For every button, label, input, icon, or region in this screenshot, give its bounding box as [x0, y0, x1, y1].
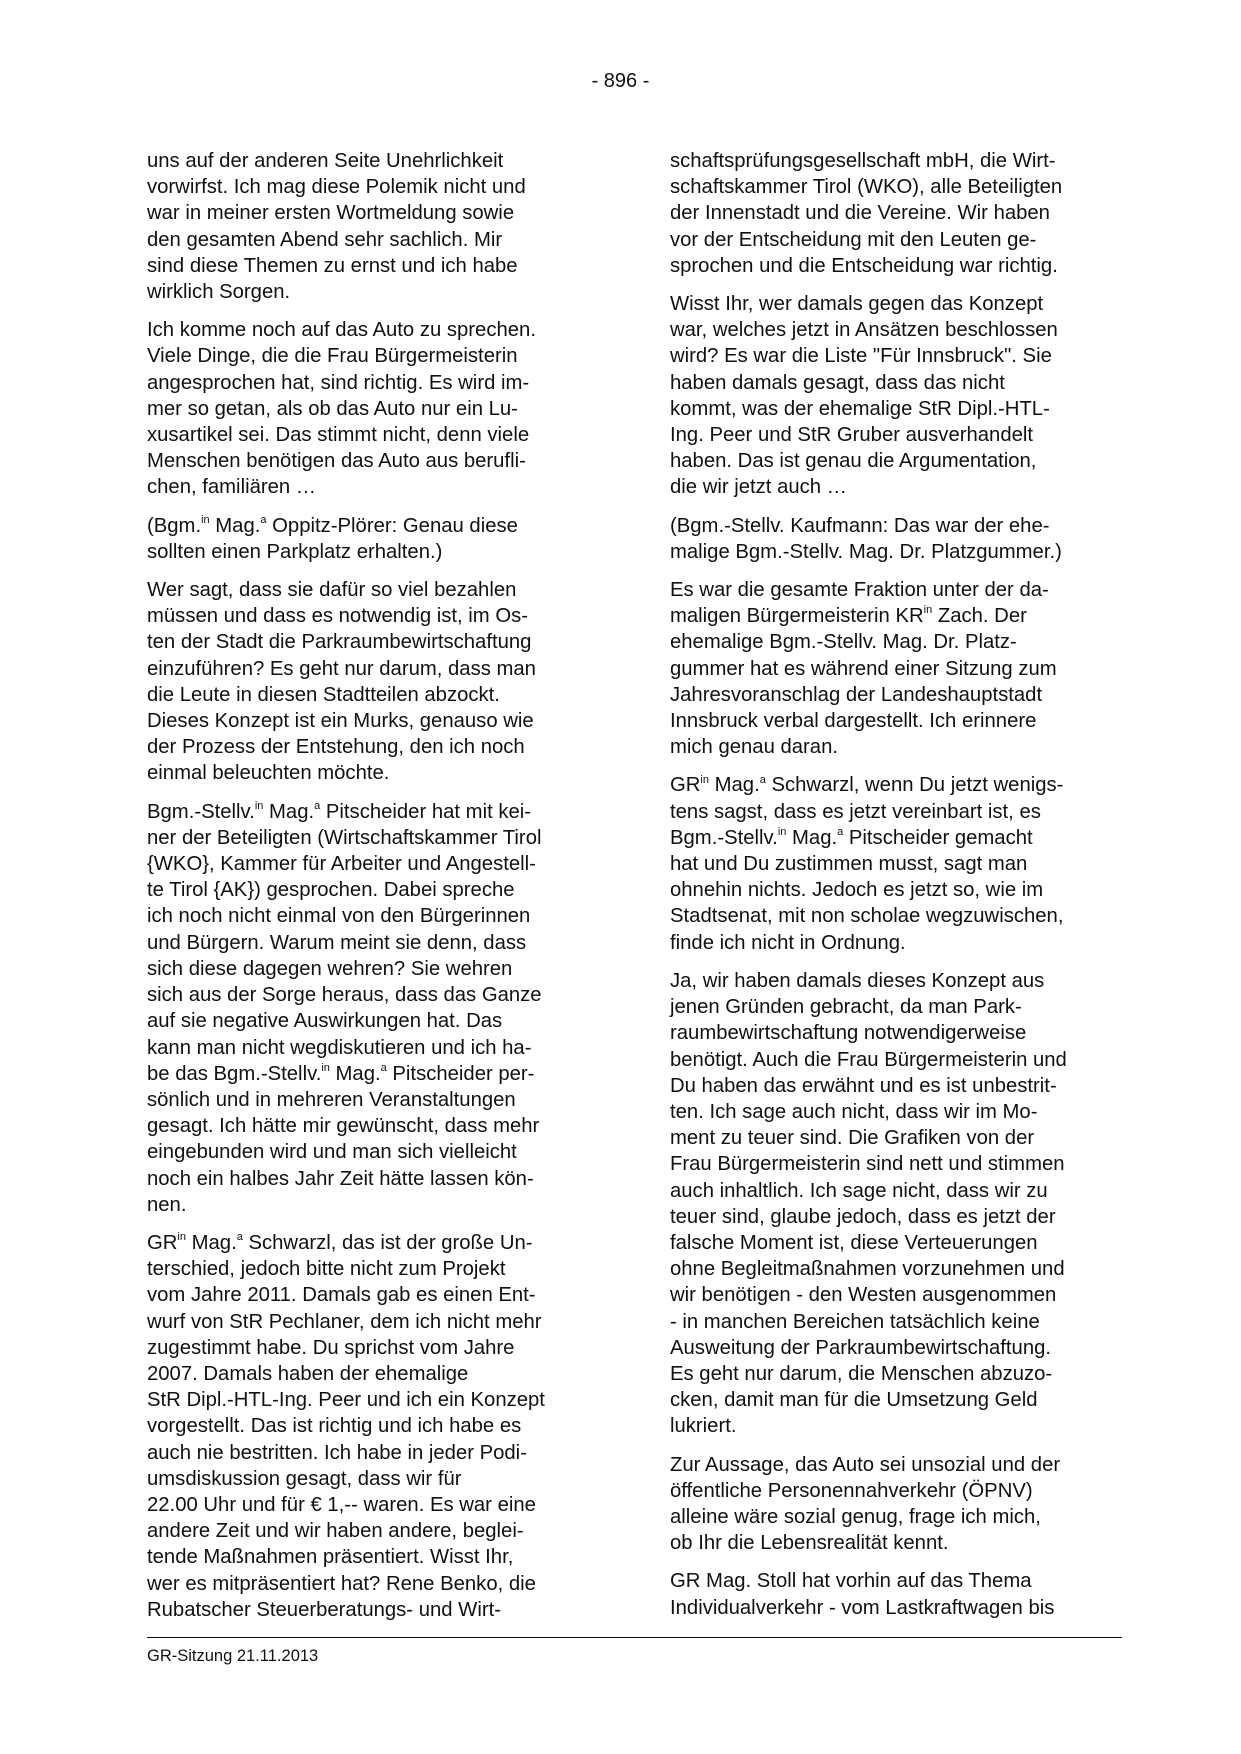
- text-segment: einzuführen? Es geht nur darum, dass man: [147, 657, 536, 680]
- text-line: [670, 968, 1122, 994]
- text-segment: be das Bgm.-Stellv.: [147, 1062, 322, 1085]
- text-line: [147, 1008, 599, 1034]
- text-line: [670, 1073, 1122, 1099]
- text-segment: Bgm.-Stellv.: [670, 826, 778, 849]
- text-line: [147, 629, 599, 655]
- text-line: [670, 1204, 1122, 1230]
- footer-rule: [147, 1637, 1122, 1638]
- text-segment: Schwarzl, das ist der große Un-: [242, 1231, 533, 1254]
- text-line: [147, 1597, 599, 1623]
- text-line: [147, 1413, 599, 1439]
- text-segment: GR: [670, 774, 701, 797]
- text-segment: haben. Das ist genau die Argumentation,: [670, 450, 1037, 473]
- text-segment: noch ein halbes Jahr Zeit hätte lassen kön-: [147, 1167, 534, 1190]
- text-line: [147, 422, 599, 448]
- paragraph: [670, 1568, 1122, 1620]
- superscript: a: [314, 799, 321, 812]
- text-line: [670, 448, 1122, 474]
- text-line: [147, 1466, 599, 1492]
- text-line: [147, 1192, 599, 1218]
- text-segment: Mag.: [263, 800, 315, 823]
- text-segment: sich aus der Sorge heraus, dass das Ganze: [147, 984, 542, 1007]
- text-segment: Individualverkehr - vom Lastkraftwagen bis: [670, 1596, 1055, 1619]
- text-line: [670, 930, 1122, 956]
- text-line: [147, 877, 599, 903]
- text-segment: Wer sagt, dass sie dafür so viel bezahlen: [147, 579, 517, 602]
- text-segment: mer so getan, als ob das Auto nur ein Lu-: [147, 397, 518, 420]
- text-line: [147, 200, 599, 226]
- text-segment: (Bgm.: [147, 514, 202, 537]
- text-line: [147, 253, 599, 279]
- text-line: [670, 656, 1122, 682]
- text-line: [147, 1361, 599, 1387]
- text-line: [147, 396, 599, 422]
- text-line: [147, 474, 599, 500]
- text-segment: jenen Gründen gebracht, da man Park-: [670, 996, 1022, 1019]
- text-line: [147, 513, 599, 539]
- text-segment: (Bgm.-Stellv. Kaufmann: Das war der ehe-: [670, 514, 1050, 537]
- text-segment: eingebunden wird und man sich vielleicht: [147, 1141, 517, 1164]
- paragraph: [147, 1230, 599, 1623]
- text-line: [147, 851, 599, 877]
- text-line: [670, 422, 1122, 448]
- text-segment: uns auf der anderen Seite Unehrlichkeit: [147, 150, 504, 172]
- text-segment: alleine wäre sozial genug, frage ich mich,: [670, 1505, 1041, 1528]
- text-segment: te Tirol {AK}) gesprochen. Dabei spreche: [147, 879, 515, 902]
- text-line: [147, 448, 599, 474]
- text-line: [147, 539, 599, 565]
- text-line: [670, 317, 1122, 343]
- text-segment: Pitscheider gemacht: [843, 826, 1033, 849]
- paragraph: [670, 513, 1122, 565]
- text-line: [147, 1571, 599, 1597]
- text-line: [670, 851, 1122, 877]
- paragraph: [147, 148, 599, 305]
- text-segment: falsche Moment ist, diese Verteuerungen: [670, 1231, 1038, 1254]
- text-segment: ehemalige Bgm.-Stellv. Mag. Dr. Platz-: [670, 631, 1017, 654]
- text-segment: haben damals gesagt, dass das nicht: [670, 371, 1005, 394]
- text-segment: die wir jetzt auch …: [670, 476, 847, 499]
- paragraph: [147, 577, 599, 787]
- text-line: [670, 1151, 1122, 1177]
- text-line: [670, 474, 1122, 500]
- text-segment: benötigt. Auch die Frau Bürgermeisterin und: [670, 1048, 1067, 1071]
- superscript: a: [837, 826, 844, 839]
- footer-text: GR-Sitzung 21.11.2013: [147, 1647, 319, 1665]
- text-line: [147, 903, 599, 929]
- text-line: [670, 708, 1122, 734]
- text-line: [670, 577, 1122, 603]
- text-line: [147, 1087, 599, 1113]
- text-line: [147, 1492, 599, 1518]
- text-segment: sprochen und die Entscheidung war richtig.: [670, 254, 1058, 277]
- text-segment: Dieses Konzept ist ein Murks, genauso wie: [147, 710, 534, 733]
- text-line: [670, 513, 1122, 539]
- text-line: [147, 1282, 599, 1308]
- text-segment: Es war die gesamte Fraktion unter der da-: [670, 579, 1049, 602]
- superscript: in: [700, 773, 709, 786]
- text-line: [147, 1518, 599, 1544]
- text-line: [670, 148, 1122, 174]
- text-segment: Ing. Peer und StR Gruber ausverhandelt: [670, 424, 1034, 447]
- text-line: [670, 1256, 1122, 1282]
- text-segment: auch nie bestritten. Ich habe in jeder Podi-: [147, 1441, 527, 1464]
- text-segment: Oppitz-Plörer: Genau diese: [266, 514, 518, 537]
- text-line: [670, 1282, 1122, 1308]
- text-segment: 22.00 Uhr und für € 1,-- waren. Es war eine: [147, 1493, 536, 1516]
- text-line: [670, 799, 1122, 825]
- text-segment: Frau Bürgermeisterin sind nett und stimmen: [670, 1153, 1065, 1176]
- paragraph: [670, 968, 1122, 1440]
- text-segment: gesagt. Ich hätte mir gewünscht, dass mehr: [147, 1115, 540, 1138]
- text-line: [670, 396, 1122, 422]
- text-segment: cken, damit man für die Umsetzung Geld: [670, 1389, 1038, 1412]
- text-segment: malige Bgm.-Stellv. Mag. Dr. Platzgummer.): [670, 540, 1062, 563]
- text-line: [147, 1139, 599, 1165]
- text-line: [147, 174, 599, 200]
- text-segment: vom Jahre 2011. Damals gab es einen Ent-: [147, 1284, 536, 1307]
- text-line: [147, 825, 599, 851]
- paragraph: [147, 799, 599, 1218]
- superscript: a: [236, 1231, 243, 1244]
- text-segment: Ausweitung der Parkraumbewirtschaftung.: [670, 1336, 1052, 1359]
- text-segment: Mag.: [185, 1231, 237, 1254]
- paragraph: [670, 577, 1122, 760]
- text-line: [670, 1530, 1122, 1556]
- text-segment: Wisst Ihr, wer damals gegen das Konzept: [670, 293, 1044, 316]
- text-segment: Pitscheider per-: [386, 1062, 535, 1085]
- text-segment: vor der Entscheidung mit den Leuten ge-: [670, 228, 1037, 251]
- text-line: [670, 1099, 1122, 1125]
- text-line: [147, 577, 599, 603]
- text-line: [147, 148, 599, 174]
- text-segment: Zach. Der: [932, 605, 1027, 628]
- text-segment: der Prozess der Entstehung, den ich noch: [147, 736, 525, 759]
- text-segment: war in meiner ersten Wortmeldung sowie: [147, 202, 515, 225]
- text-segment: maligen Bürgermeisterin KR: [670, 605, 924, 628]
- paragraph: [670, 291, 1122, 501]
- text-segment: Innsbruck verbal dargestellt. Ich erinnere: [670, 710, 1037, 733]
- left-column: [147, 148, 599, 1635]
- text-line: [670, 994, 1122, 1020]
- text-line: [147, 370, 599, 396]
- text-segment: auf sie negative Auswirkungen hat. Das: [147, 1010, 503, 1033]
- text-segment: ner der Beteiligten (Wirtschaftskammer Tirol: [147, 826, 542, 849]
- text-line: [670, 1309, 1122, 1335]
- text-line: [147, 708, 599, 734]
- text-segment: gummer hat es während einer Sitzung zum: [670, 657, 1057, 680]
- page-number: - 896 -: [591, 70, 650, 92]
- text-line: [147, 656, 599, 682]
- text-segment: schaftskammer Tirol (WKO), alle Beteiligten: [670, 176, 1063, 199]
- text-line: [147, 1230, 599, 1256]
- text-line: [147, 1440, 599, 1466]
- text-segment: zugestimmt habe. Du sprichst vom Jahre: [147, 1336, 515, 1359]
- text-line: [670, 1361, 1122, 1387]
- text-segment: Ja, wir haben damals dieses Konzept aus: [670, 969, 1045, 992]
- text-segment: umsdiskussion gesagt, dass wir für: [147, 1467, 462, 1490]
- text-segment: Zur Aussage, das Auto sei unsozial und der: [670, 1453, 1061, 1476]
- right-column: [670, 148, 1122, 1633]
- text-line: [670, 629, 1122, 655]
- text-segment: wurf von StR Pechlaner, dem ich nicht mehr: [147, 1310, 542, 1333]
- text-segment: sönlich und in mehreren Veranstaltungen: [147, 1088, 516, 1111]
- text-segment: nen.: [147, 1193, 187, 1216]
- text-line: [147, 760, 599, 786]
- text-segment: Pitscheider hat mit kei-: [320, 800, 532, 823]
- text-segment: finde ich nicht in Ordnung.: [670, 931, 906, 954]
- text-segment: Du haben das erwähnt und es ist unbestrit-: [670, 1074, 1057, 1097]
- text-line: [147, 734, 599, 760]
- text-segment: angesprochen hat, sind richtig. Es wird im-: [147, 371, 530, 394]
- text-line: [670, 343, 1122, 369]
- text-line: [147, 1035, 599, 1061]
- superscript: a: [260, 513, 267, 526]
- text-segment: GR Mag. Stoll hat vorhin auf das Thema: [670, 1570, 1032, 1593]
- text-segment: {WKO}, Kammer für Arbeiter und Angestell-: [147, 853, 536, 876]
- paragraph: [670, 1452, 1122, 1557]
- text-line: [147, 682, 599, 708]
- text-segment: Mag.: [786, 826, 838, 849]
- text-segment: Stadtsenat, mit non scholae wegzuwischen,: [670, 905, 1064, 928]
- text-segment: wird? Es war die Liste "Für Innsbruck". Sie: [670, 345, 1052, 368]
- text-line: [147, 1166, 599, 1192]
- text-segment: öffentliche Personennahverkehr (ÖPNV): [670, 1479, 1033, 1502]
- text-segment: Viele Dinge, die die Frau Bürgermeisterin: [147, 345, 518, 368]
- text-segment: einmal beleuchten möchte.: [147, 762, 390, 785]
- text-line: [670, 174, 1122, 200]
- text-line: [670, 1504, 1122, 1530]
- text-segment: raumbewirtschaftung notwendigerweise: [670, 1022, 1027, 1045]
- text-line: [147, 1061, 599, 1087]
- text-segment: schaftsprüfungsgesellschaft mbH, die Wirt-: [670, 150, 1056, 172]
- text-line: [147, 799, 599, 825]
- text-segment: den gesamten Abend sehr sachlich. Mir: [147, 228, 503, 251]
- text-segment: wer es mitpräsentiert hat? Rene Benko, die: [147, 1572, 536, 1595]
- text-line: [147, 227, 599, 253]
- text-segment: StR Dipl.-HTL-Ing. Peer und ich ein Konzept: [147, 1389, 545, 1412]
- text-segment: ohnehin nichts. Jedoch es jetzt so, wie im: [670, 879, 1044, 902]
- text-segment: Menschen benötigen das Auto aus berufli-: [147, 450, 526, 473]
- text-segment: chen, familiären …: [147, 476, 317, 499]
- text-segment: ten der Stadt die Parkraumbewirtschaftung: [147, 631, 532, 654]
- superscript: in: [923, 604, 933, 617]
- text-segment: der Innenstadt und die Vereine. Wir haben: [670, 202, 1050, 225]
- text-segment: ich noch nicht einmal von den Bürgerinnen: [147, 905, 531, 928]
- text-segment: - in manchen Bereichen tatsächlich keine: [670, 1310, 1040, 1333]
- text-segment: war, welches jetzt in Ansätzen beschlossen: [670, 319, 1058, 342]
- text-segment: mich genau daran.: [670, 736, 838, 759]
- superscript: in: [201, 513, 210, 526]
- text-line: [670, 877, 1122, 903]
- text-segment: tens sagst, dass es jetzt vereinbart ist, es: [670, 800, 1041, 823]
- text-segment: teuer sind, glaube jedoch, dass es jetzt der: [670, 1205, 1056, 1228]
- superscript: in: [321, 1061, 330, 1074]
- text-line: [147, 603, 599, 629]
- text-line: [670, 539, 1122, 565]
- text-line: [670, 1020, 1122, 1046]
- text-line: [670, 1452, 1122, 1478]
- text-line: [147, 1256, 599, 1282]
- text-line: [147, 1335, 599, 1361]
- text-line: [147, 1387, 599, 1413]
- text-line: [670, 1335, 1122, 1361]
- text-line: [670, 1178, 1122, 1204]
- text-segment: lukriert.: [670, 1415, 737, 1438]
- text-segment: GR: [147, 1231, 178, 1254]
- text-line: [670, 682, 1122, 708]
- text-segment: Es geht nur darum, die Menschen abzuzo-: [670, 1362, 1053, 1385]
- paragraph: [147, 513, 599, 565]
- text-line: [147, 1544, 599, 1570]
- paragraph: [670, 148, 1122, 279]
- text-segment: müssen und dass es notwendig ist, im Os-: [147, 605, 529, 628]
- text-segment: vorgestellt. Das ist richtig und ich habe es: [147, 1415, 522, 1438]
- text-line: [147, 317, 599, 343]
- text-segment: wir benötigen - den Westen ausgenommen: [670, 1284, 1057, 1307]
- text-line: [670, 734, 1122, 760]
- text-line: [670, 603, 1122, 629]
- text-segment: andere Zeit und wir haben andere, beglei-: [147, 1520, 524, 1543]
- text-line: [670, 1478, 1122, 1504]
- text-segment: Mag.: [329, 1062, 381, 1085]
- text-segment: ment zu teuer sind. Die Grafiken von der: [670, 1127, 1035, 1150]
- text-line: [670, 772, 1122, 798]
- text-segment: tende Maßnahmen präsentiert. Wisst Ihr,: [147, 1546, 514, 1569]
- text-line: [670, 227, 1122, 253]
- superscript: in: [177, 1231, 186, 1244]
- text-segment: ob Ihr die Lebensrealität kennt.: [670, 1532, 949, 1555]
- text-line: [670, 291, 1122, 317]
- text-line: [670, 1595, 1122, 1621]
- text-segment: vorwirfst. Ich mag diese Polemik nicht und: [147, 176, 526, 199]
- text-segment: Bgm.-Stellv.: [147, 800, 255, 823]
- text-line: [670, 1387, 1122, 1413]
- text-segment: und Bürgern. Warum meint sie denn, dass: [147, 931, 527, 954]
- text-segment: Mag.: [708, 774, 760, 797]
- text-line: [670, 370, 1122, 396]
- text-segment: kommt, was der ehemalige StR Dipl.-HTL-: [670, 397, 1050, 420]
- text-line: [670, 253, 1122, 279]
- text-line: [670, 825, 1122, 851]
- text-line: [670, 903, 1122, 929]
- text-segment: xusartikel sei. Das stimmt nicht, denn viele: [147, 424, 530, 447]
- text-segment: Rubatscher Steuerberatungs- und Wirt-: [147, 1598, 501, 1621]
- superscript: a: [380, 1061, 387, 1074]
- text-segment: die Leute in diesen Stadtteilen abzockt.: [147, 683, 500, 706]
- text-line: [670, 200, 1122, 226]
- paragraph: [147, 317, 599, 500]
- superscript: a: [759, 773, 766, 786]
- text-line: [670, 1413, 1122, 1439]
- text-segment: wirklich Sorgen.: [147, 281, 291, 304]
- text-segment: kann man nicht wegdiskutieren und ich ha-: [147, 1036, 532, 1059]
- superscript: in: [254, 799, 264, 812]
- text-line: [147, 930, 599, 956]
- text-segment: hat und Du zustimmen musst, sagt man: [670, 853, 1028, 876]
- text-segment: Mag.: [209, 514, 261, 537]
- text-segment: Jahresvoranschlag der Landeshauptstadt: [670, 683, 1043, 706]
- text-line: [147, 1113, 599, 1139]
- text-line: [670, 1125, 1122, 1151]
- text-segment: sollten einen Parkplatz erhalten.): [147, 540, 443, 563]
- text-line: [670, 1568, 1122, 1594]
- text-segment: auch inhaltlich. Ich sage nicht, dass wir zu: [670, 1179, 1048, 1202]
- text-segment: sich diese dagegen wehren? Sie wehren: [147, 957, 513, 980]
- superscript: in: [777, 826, 787, 839]
- text-segment: sind diese Themen zu ernst und ich habe: [147, 254, 518, 277]
- text-line: [147, 279, 599, 305]
- text-line: [147, 1309, 599, 1335]
- text-segment: terschied, jedoch bitte nicht zum Projekt: [147, 1258, 506, 1281]
- paragraph: [670, 772, 1122, 955]
- text-line: [147, 956, 599, 982]
- text-line: [147, 982, 599, 1008]
- text-segment: 2007. Damals haben der ehemalige: [147, 1362, 469, 1385]
- text-line: [670, 1230, 1122, 1256]
- text-segment: Ich komme noch auf das Auto zu sprechen.: [147, 319, 536, 342]
- text-segment: Schwarzl, wenn Du jetzt wenigs-: [765, 774, 1064, 797]
- text-segment: ohne Begleitmaßnahmen vorzunehmen und: [670, 1258, 1065, 1281]
- text-line: [670, 1047, 1122, 1073]
- text-segment: ten. Ich sage auch nicht, dass wir im Mo-: [670, 1100, 1038, 1123]
- text-line: [147, 343, 599, 369]
